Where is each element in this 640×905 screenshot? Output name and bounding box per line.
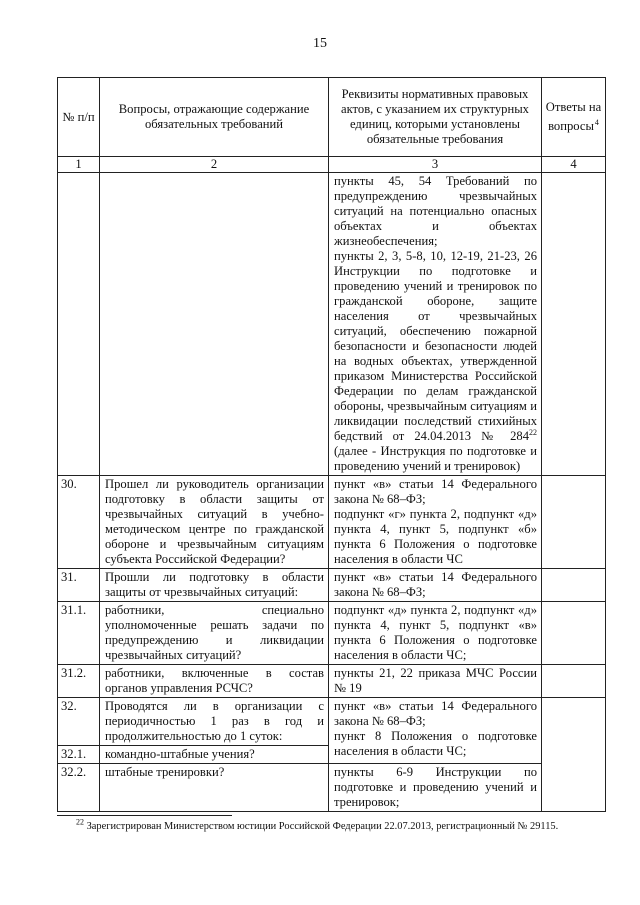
row-question: Прошли ли подготовку в области защиты от чрезвычайных ситуаций: [100, 569, 329, 602]
row-question: работники, включенные в состав органов управления РСЧС? [100, 665, 329, 698]
ref-text: пункты 2, 3, 5-8, 10, 12-19, 21-23, 26 Инструкции по подготовке и проведению учений и тренировок по гражданской обороне, защите населения от чрезвычайных ситуаций, обеспечению пожарной безопасности и безопасности людей на водных объектах, утвержденной приказом Министерства Российской Федерации по делам гражданской обороны, чрезвычайным ситуациям и ликвидации последствий стихийных бедствий от 24.04.2013 № 284 [334, 249, 537, 443]
header-questions: Вопросы, отражающие содержание обязательных требований [100, 78, 329, 157]
row-question: Прошел ли руководитель организации подготовку в области защиты от чрезвычайных ситуаций в учебно-методическом центре по гражданской обороне и чрезвычайным ситуациям субъекта Российской Федерации? [100, 476, 329, 569]
row-number: 31. [58, 569, 100, 602]
header-number: № п/п [58, 78, 100, 157]
row-refs: пункты 6-9 Инструкции по подготовке и проведению учений и тренировок; [329, 764, 542, 812]
header-answers-label: Ответы на вопросы [545, 99, 602, 134]
row-number [58, 173, 100, 476]
row-refs [329, 476, 542, 569]
table-row [58, 698, 606, 746]
row-refs: подпункт «д» пункта 2, подпункт «д» пункта 4, пункт 5, подпункт «в» пункта 6 Положения о подготовке населения в области ЧС; [329, 602, 542, 665]
row-answer[interactable] [542, 602, 606, 665]
footnote [76, 817, 616, 833]
page-number: 15 [313, 36, 327, 51]
row-number: 32.2. [58, 764, 100, 812]
row-question: работники, специально уполномоченные решать задачи по предупреждению и ликвидации чрезвычайных ситуаций? [100, 602, 329, 665]
ref-text: пункт «в» статьи 14 Федерального закона № 68–ФЗ; [334, 477, 537, 506]
ref-text: подпункт «г» пункта 2, подпункт «д» пункта 4, пункт 5, подпункт «б» пункта 6 Положения о подготовке населения в области ЧС [334, 507, 537, 566]
row-refs [329, 698, 542, 764]
row-answer[interactable] [542, 698, 606, 812]
footnote-divider [57, 815, 232, 816]
ref-text: пункт «в» статьи 14 Федерального закона № 68–ФЗ; [334, 699, 537, 728]
requirements-table [57, 77, 606, 812]
row-number: 32. [58, 698, 100, 746]
column-index-row [58, 157, 606, 173]
row-question [100, 173, 329, 476]
row-number: 31.2. [58, 665, 100, 698]
row-question: штабные тренировки? [100, 764, 329, 812]
row-number: 32.1. [58, 746, 100, 764]
table-row [58, 602, 606, 665]
row-number: 31.1. [58, 602, 100, 665]
row-question: командно-штабные учения? [100, 746, 329, 764]
column-index: 1 [58, 157, 100, 173]
row-refs: пункт «в» статьи 14 Федерального закона № 68–ФЗ; [329, 569, 542, 602]
table-row [58, 764, 606, 812]
header-answers-footnote: 4 [594, 117, 599, 127]
row-answer[interactable] [542, 476, 606, 569]
column-index: 3 [329, 157, 542, 173]
footnote-ref: 22 [529, 427, 537, 437]
ref-text-block [334, 249, 537, 474]
ref-text: пункт 8 Положения о подготовке населения в области ЧС; [334, 729, 537, 758]
row-number: 30. [58, 476, 100, 569]
table-row [58, 665, 606, 698]
row-answer[interactable] [542, 173, 606, 476]
footnote-marker: 22 [76, 817, 84, 827]
row-answer[interactable] [542, 665, 606, 698]
row-question: Проводятся ли в организации с периодичностью 1 раз в год и продолжительностью до 1 суток: [100, 698, 329, 746]
row-refs: пункты 21, 22 приказа МЧС России № 19 [329, 665, 542, 698]
ref-text: (далее - Инструкция по подготовке и проведению учений и тренировок) [334, 444, 537, 473]
row-refs [329, 173, 542, 476]
header-legal-refs: Реквизиты нормативных правовых актов, с указанием их структурных единиц, которыми установлены обязательные требования [329, 78, 542, 157]
table-row [58, 476, 606, 569]
column-index: 4 [542, 157, 606, 173]
footnote-text: Зарегистрирован Министерством юстиции Российской Федерации 22.07.2013, регистрационный № 29115. [84, 821, 559, 832]
column-index: 2 [100, 157, 329, 173]
table-row [58, 173, 606, 476]
table-header-row [58, 78, 606, 157]
table-row [58, 569, 606, 602]
header-answers [542, 78, 606, 157]
row-answer[interactable] [542, 569, 606, 602]
ref-text: пункты 45, 54 Требований по предупреждению чрезвычайных ситуаций на потенциально опасных объектах и объектах жизнеобеспечения; [334, 174, 537, 248]
